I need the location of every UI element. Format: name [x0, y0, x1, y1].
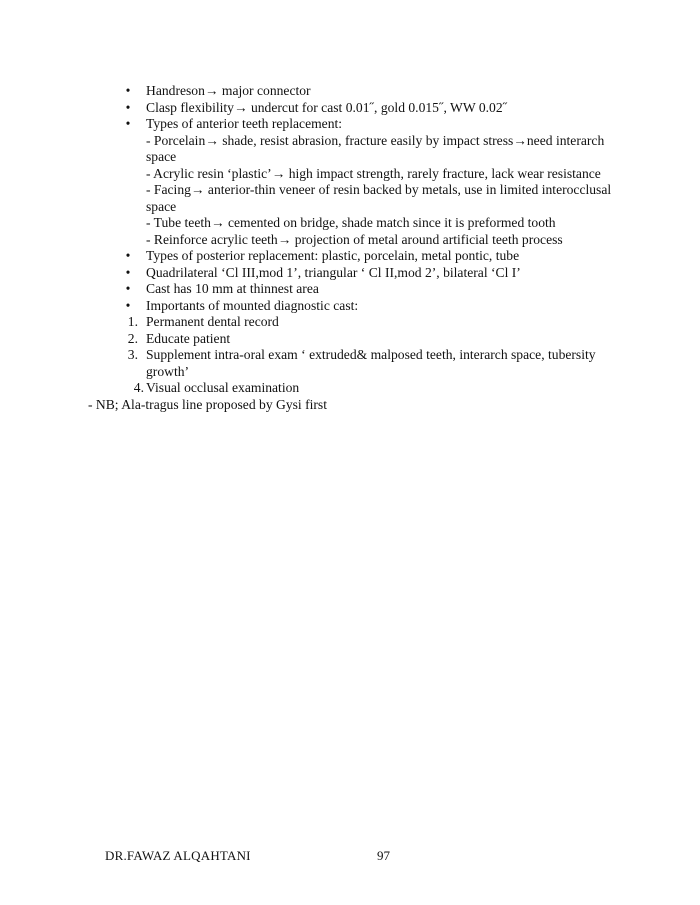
- item-number: 4.: [133, 380, 144, 395]
- bullet-item-quadrilateral: [104, 265, 624, 282]
- item-text: Visual occlusal examination: [146, 380, 300, 395]
- numbered-item-1: [104, 314, 624, 331]
- sub-item-reinforce-acrylic: - Reinforce acrylic teeth→ projection of metal around artificial teeth process: [146, 231, 563, 247]
- bullet-item-posterior-replacement: [104, 248, 624, 265]
- bullet-text: Quadrilateral ‘Cl III,mod 1’, triangular ‘ Cl II,mod 2’, bilateral ‘Cl I’: [146, 264, 521, 280]
- sub-item-porcelain: - Porcelain→ shade, resist abrasion, fracture easily by impact stress→need interarch: [146, 132, 605, 148]
- sub-item-facing-continued: space: [146, 198, 177, 214]
- bullet-marker: •: [125, 248, 131, 263]
- bullet-item-anterior-replacement: [104, 116, 624, 133]
- bullet-marker: •: [125, 281, 131, 296]
- sub-item-tube-teeth: - Tube teeth→ cemented on bridge, shade match since it is preformed tooth: [146, 215, 556, 230]
- sub-item-porcelain-continued: space: [146, 149, 177, 164]
- item-number: 1.: [127, 314, 138, 329]
- numbered-item-2: [104, 331, 624, 348]
- bullet-text: Types of anterior teeth replacement:: [146, 116, 343, 131]
- numbered-item-3: [104, 347, 624, 364]
- bullet-marker: •: [125, 116, 131, 131]
- bullet-item-clasp-flexibility: [104, 100, 624, 117]
- bullet-marker: •: [125, 297, 131, 313]
- sub-item-acrylic-resin: - Acrylic resin ‘plastic’→ high impact strength, rarely fracture, lack wear resistance: [146, 165, 601, 181]
- bullet-text: Handreson→ major connector: [146, 83, 311, 98]
- bullet-text: Cast has 10 mm at thinnest area: [146, 281, 319, 296]
- sub-item-facing: - Facing→ anterior-thin veneer of resin backed by metals, use in limited interocclusal: [146, 182, 612, 197]
- item-text: Educate patient: [146, 330, 231, 346]
- nb-note: - NB; Ala-tragus line proposed by Gysi first: [88, 396, 327, 412]
- footer-author: DR.FAWAZ ALQAHTANI: [105, 848, 251, 863]
- bullet-marker: •: [125, 83, 131, 98]
- item-text: Supplement intra-oral exam ‘ extruded& malposed teeth, interarch space, tubersity: [146, 347, 596, 362]
- bullet-item-diagnostic-cast: [104, 298, 624, 315]
- numbered-item-3-continued: [104, 364, 624, 381]
- numbered-item-4: [104, 380, 624, 397]
- bullet-text: Types of posterior replacement: plastic, porcelain, metal pontic, tube: [146, 248, 520, 263]
- notes-content: [88, 83, 624, 413]
- item-text: growth’: [146, 363, 190, 379]
- bullet-marker: •: [125, 264, 131, 280]
- bullet-text: Clasp flexibility→ undercut for cast 0.01˝, gold 0.015˝, WW 0.02˝: [146, 99, 508, 115]
- bullet-text: Importants of mounted diagnostic cast:: [146, 297, 359, 313]
- bullet-item-major-connector: [104, 83, 624, 100]
- item-number: 3.: [127, 347, 138, 362]
- footer-page-number: 97: [377, 848, 390, 863]
- bullet-item-cast-thickness: [104, 281, 624, 298]
- bullet-marker: •: [125, 99, 131, 115]
- item-number: 2.: [127, 330, 138, 346]
- item-text: Permanent dental record: [146, 314, 279, 329]
